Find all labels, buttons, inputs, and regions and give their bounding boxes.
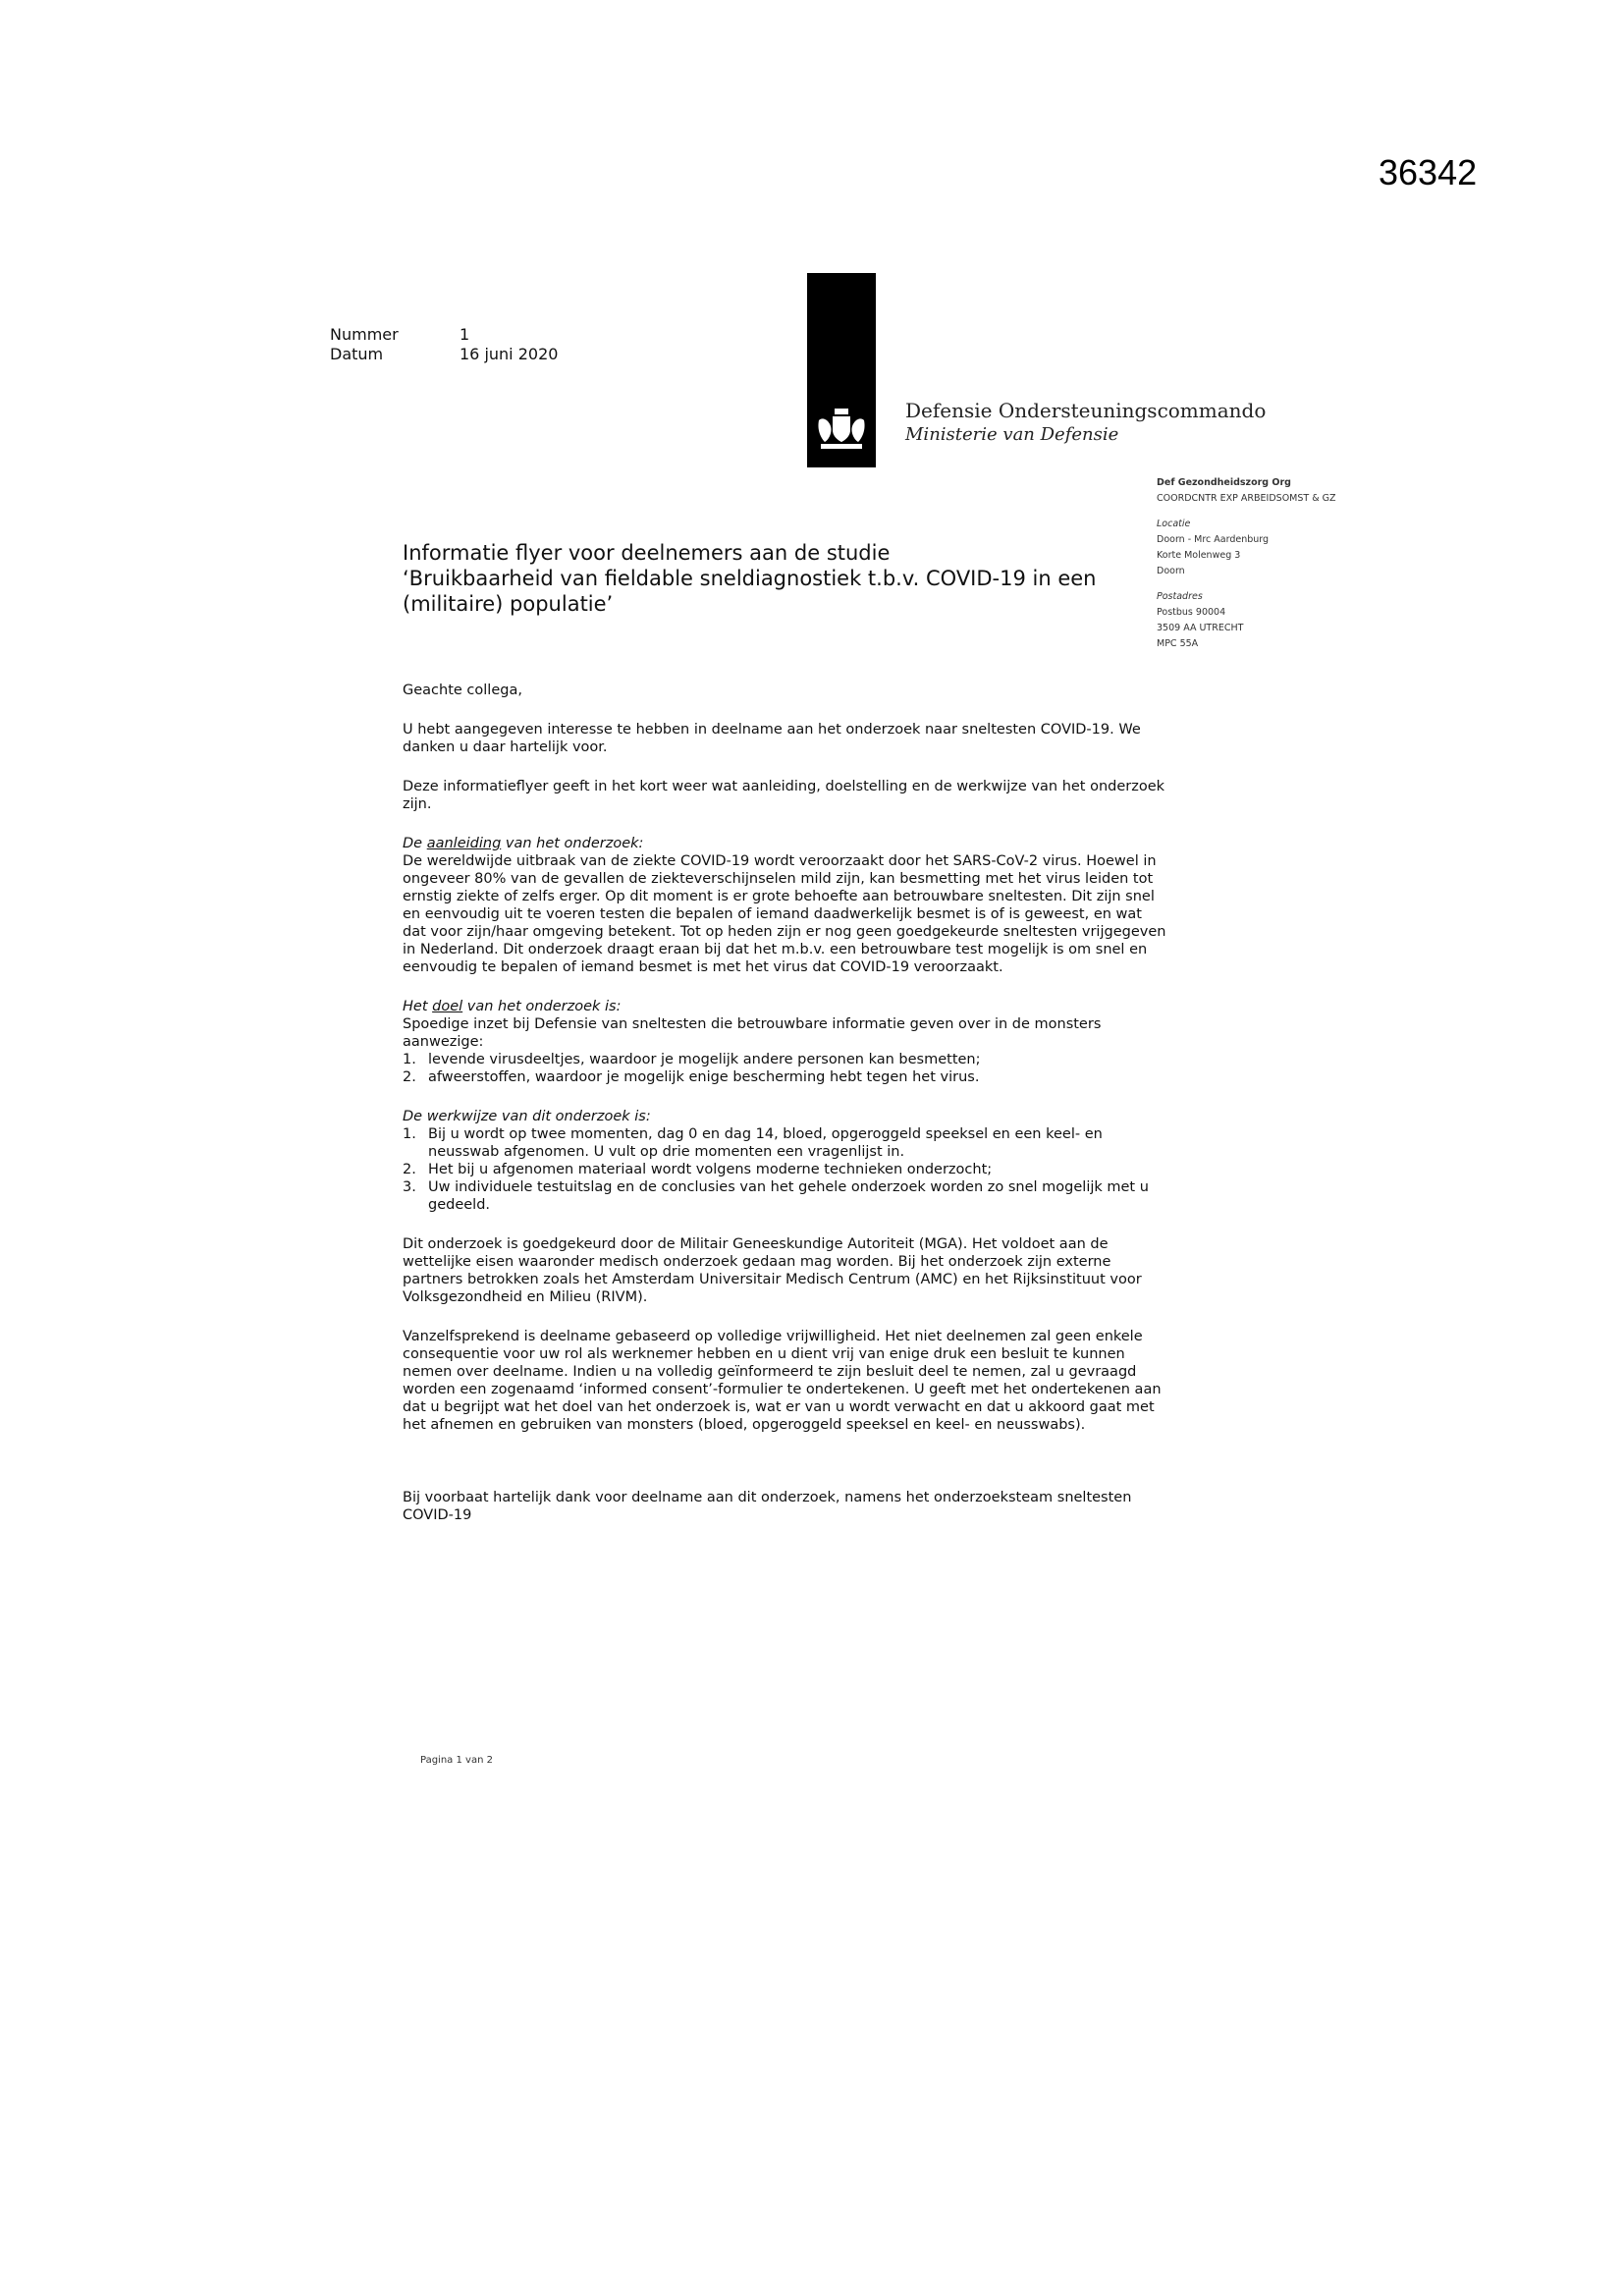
page-footer: Pagina 1 van 2 [420,1755,493,1766]
doel-underlined: doel [432,999,463,1014]
closing-paragraph: Bij voorbaat hartelijk dank voor deelname aan dit onderzoek, namens het onderzoeksteam sneltesten COVID-19 [403,1490,1132,1523]
meta-number-value: 1 [460,325,470,344]
meta-number-label: Nummer [330,325,399,344]
document-number: 36342 [1379,152,1478,192]
meta-number [330,325,469,344]
werkwijze-heading: De werkwijze van dit onderzoek is: [403,1109,651,1124]
coat-of-arms-icon [815,407,868,452]
meta-date-label: Datum [330,345,384,363]
address-postadres-line: 3509 AA UTRECHT [1157,623,1244,633]
letter-body [403,682,1168,1546]
mga-paragraph: Dit onderzoek is goedgekeurd door de Militair Geneeskundige Autoriteit (MGA). Het voldoet aan de wettelijke eisen waaronder medisch onderzoek gedaan mag worden. Bij het onderzoek zijn externe partners betrokken zoals het Amsterdam Universitair Medisch Centrum (AMC) en het Rijksinstituut voor Volksgezondheid en Milieu (RIVM). [403,1236,1142,1305]
doel-text: Spoedige inzet bij Defensie van sneltesten die betrouwbare informatie geven over in de monsters aanwezige: [403,1016,1102,1050]
list-item: 2. afweerstoffen, waardoor je mogelijk enige bescherming hebt tegen het virus. [403,1069,980,1085]
aanleiding-section [403,835,1168,976]
meta-date [330,345,558,363]
address-locatie-line: Doorn - Mrc Aardenburg [1157,534,1270,545]
title-line: (militaire) populatie’ [403,592,614,616]
ministry-name: Ministerie van Defensie [905,424,1119,445]
aanleiding-heading: De aanleiding van het onderzoek: [403,836,644,851]
doel-section [403,998,1168,1086]
intro-paragraph: U hebt aangegeven interesse te hebben in deelname aan het onderzoek naar sneltesten COVID-19. We danken u daar hartelijk voor. [403,722,1141,755]
address-locatie-line: Korte Molenweg 3 [1157,550,1241,561]
address-block [1157,475,1343,652]
list-item: 1. Bij u wordt op twee momenten, dag 0 en dag 14, bloed, opgeroggeld speeksel en een keel- en neusswab afgenomen. U vult op drie momenten een vragenlijst in. [403,1126,1103,1160]
list-item: 3. Uw individuele testuitslag en de conclusies van het gehele onderzoek worden zo snel mogelijk met u gedeeld. [403,1179,1149,1213]
address-postadres-label: Postadres [1157,591,1203,602]
organisation-name: Defensie Ondersteuningscommando [905,399,1267,422]
address-locatie-label: Locatie [1157,519,1191,529]
werkwijze-list [403,1125,1168,1214]
address-locatie-line: Doorn [1157,566,1185,576]
list-item: 2. Het bij u afgenomen materiaal wordt volgens moderne technieken onderzocht; [403,1162,993,1177]
rijksoverheid-logo [807,273,876,467]
werkwijze-section [403,1108,1168,1214]
vrijwilligheid-paragraph: Vanzelfsprekend is deelname gebaseerd op volledige vrijwilligheid. Het niet deelnemen zal geen enkele consequentie voor uw rol als werknemer hebben en u dient vrij van enige druk een besluit te kunnen nemen over deelname. Indien u na volledig geïnformeerd te zijn besluit deel te nemen, zal u gevraagd worden een zogenaamd ‘informed consent’-formulier te ondertekenen. U geeft met het ondertekenen aan dat u begrijpt wat het doel van het onderzoek is, wat er van u wordt verwacht en dat u akkoord gaat met het afnemen en gebruiken van monsters (bloed, opgeroggeld speeksel en keel- en neusswabs). [403,1329,1162,1433]
doel-list [403,1051,1168,1086]
address-unit: COORDCNTR EXP ARBEIDSOMST & GZ [1157,493,1336,504]
title-line: ‘Bruikbaarheid van fieldable sneldiagnostiek t.b.v. COVID-19 in een [403,567,1097,590]
title-line: Informatie flyer voor deelnemers aan de studie [403,541,891,565]
address-dept: Def Gezondheidszorg Org [1157,477,1291,488]
list-item: 1. levende virusdeeltjes, waardoor je mogelijk andere personen kan besmetten; [403,1052,981,1067]
document-title [403,540,1110,617]
intro-paragraph: Deze informatieflyer geeft in het kort weer wat aanleiding, doelstelling en de werkwijze van het onderzoek zijn. [403,779,1165,812]
address-postadres-line: MPC 55A [1157,638,1199,649]
salutation: Geachte collega, [403,683,522,698]
address-postadres-line: Postbus 90004 [1157,607,1226,618]
meta-date-value: 16 juni 2020 [460,345,559,363]
aanleiding-text: De wereldwijde uitbraak van de ziekte COVID-19 wordt veroorzaakt door het SARS-CoV-2 virus. Hoewel in ongeveer 80% van de gevallen de ziekteverschijnselen mild zijn, kan besmetting met het virus leiden tot ernstig ziekte of zelfs erger. Op dit moment is er grote behoefte aan betrouwbare sneltesten. Dit zijn snel en eenvoudig uit te voeren testen die bepalen of iemand daadwerkelijk besmet is of is geweest, en wat dat voor zijn/haar omgeving betekent. Tot op heden zijn er nog geen goedgekeurde sneltesten vrijgegeven in Nederland. Dit onderzoek draagt eraan bij dat het m.b.v. een betrouwbare test mogelijk is om snel en eenvoudig te bepalen of iemand besmet is met het virus dat COVID-19 veroorzaakt. [403,853,1166,975]
doel-heading: Het doel van het onderzoek is: [403,999,622,1014]
aanleiding-underlined: aanleiding [426,836,502,851]
